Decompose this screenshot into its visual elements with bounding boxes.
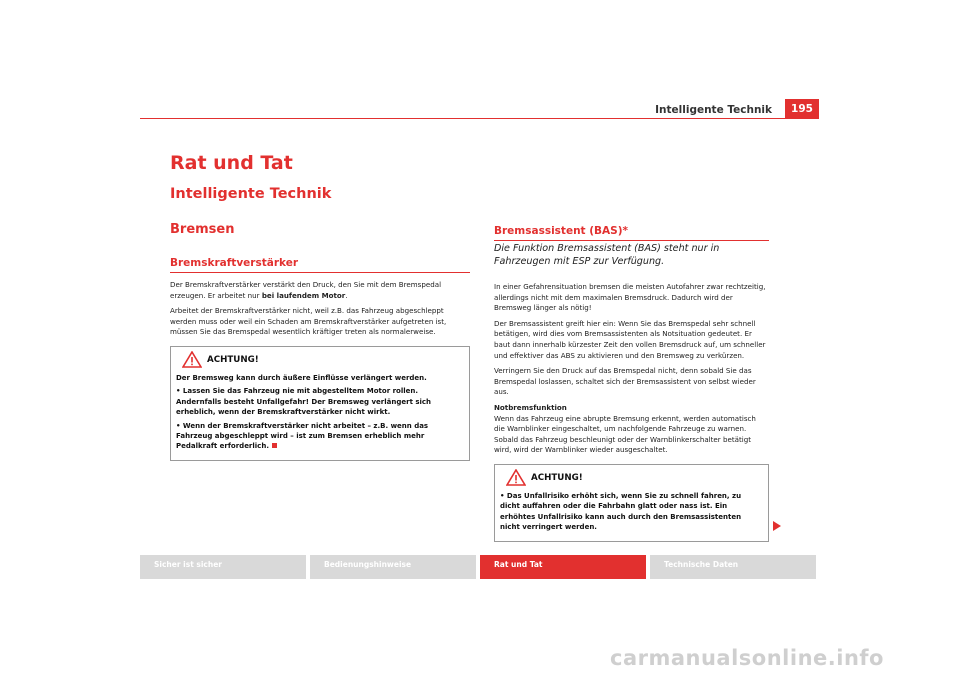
bullet-icon: •: [176, 421, 183, 430]
paragraph: Arbeitet der Bremskraftverstärker nicht, weil z.B. das Fahrzeug abgeschleppt werden muss oder weil ein Schaden am Bremskraftverstärker aufgetreten ist, müssen Sie das Bremspedal wesentlich kräftiger treten als normalerweise.: [170, 306, 447, 337]
paragraph: Verringern Sie den Druck auf das Bremspedal nicht, denn sobald Sie das Bremspedal loslassen, schaltet sich der Bremsassistent von selbst wieder aus.: [494, 366, 756, 397]
bottom-navigation: [140, 555, 820, 579]
warning-triangle-icon: [182, 351, 202, 368]
topic-heading-bremskraftverstaerker: Bremskraftverstärker: [170, 257, 470, 273]
section-end-icon: [272, 443, 277, 448]
continue-arrow-icon: [773, 521, 781, 531]
right-column: [494, 282, 769, 542]
paragraph-bold-text: bei laufendem Motor: [261, 290, 346, 300]
warning-box: [494, 464, 769, 542]
warning-text: Der Bremsweg kann durch äußere Einflüsse verlängert werden.: [176, 373, 427, 382]
notbremsfunktion-title: Notbremsfunktion: [494, 402, 567, 412]
intro-text: Die Funktion Bremsassistent (BAS) steht nur in Fahrzeugen mit ESP zur Verfügung.: [494, 243, 720, 267]
warning-title: ACHTUNG!: [207, 354, 259, 365]
warning-triangle-icon: [506, 469, 526, 486]
left-column: [170, 280, 470, 461]
section-title: Intelligente Technik: [170, 186, 332, 202]
tab-sicher-ist-sicher[interactable]: Sicher ist sicher: [140, 555, 306, 579]
notbremsfunktion-heading: [494, 403, 769, 414]
running-header-title: Intelligente Technik: [655, 104, 772, 116]
watermark: carmanualsonline.info: [610, 646, 884, 670]
paragraph: Der Bremsassistent greift hier ein: Wenn Sie das Bremspedal sehr schnell betätigen, wird dies vom Bremsassistenten als Notsituation gedeutet. Er baut dann innerhalb kürzester Zeit den vollen Bremsdruck auf, um schneller und effektiver das ABS zu aktivieren und den Bremsweg zu verkürzen.: [494, 318, 766, 360]
paragraph-text: .: [345, 290, 348, 300]
warning-bullet-text: Lassen Sie das Fahrzeug nie mit abgestelltem Motor rollen. Andernfalls besteht Unfallgefahr! Der Bremsweg verlängert sich erheblich, wenn der Bremskraftverstärker nicht wirkt.: [176, 387, 432, 417]
chapter-title: Rat und Tat: [170, 152, 293, 174]
warning-bullet-text: Das Unfallrisiko erhöht sich, wenn Sie zu schnell fahren, zu dicht auffahren oder die Fahrbahn glatt oder nass ist. Ein erhöhtes Unfallrisiko kann auch durch den Bremsassistenten nicht verringert werden.: [500, 491, 742, 532]
paragraph: Wenn das Fahrzeug eine abrupte Bremsung erkennt, werden automatisch die Warnblinker eingeschaltet, um nachfolgende Fahrzeuge zu warnen. Sobald das Fahrzeug beschleunigt oder der Warnblinkerschalter betätigt wird, wird der Warnblinker wieder ausgeschaltet.: [494, 413, 756, 455]
header-rule: [140, 118, 819, 119]
warning-box: [170, 346, 470, 461]
warning-bullet: [176, 421, 464, 452]
paragraph: In einer Gefahrensituation bremsen die meisten Autofahrer zwar rechtzeitig, allerdings nicht mit dem maximalen Bremsdruck. Dadurch wird der Bremsweg länger als nötig!: [494, 282, 766, 313]
tab-technische-daten[interactable]: Technische Daten: [650, 555, 816, 579]
warning-title: ACHTUNG!: [531, 472, 583, 483]
tab-bedienungshinweise[interactable]: Bedienungshinweise: [310, 555, 476, 579]
warning-bullet: [500, 491, 763, 533]
warning-bullet-text: Wenn der Bremskraftverstärker nicht arbeitet – z.B. wenn das Fahrzeug abgeschleppt wird – ist zum Bremsen erheblich mehr Pedalkraft erforderlich.: [176, 421, 429, 451]
page-number-badge: 195: [785, 99, 819, 119]
bullet-icon: •: [176, 387, 183, 396]
paragraph: [170, 280, 470, 301]
paragraph-text: Der Bremskraftverstärker verstärkt den Druck, den Sie mit dem Bremspedal erzeugen. Er arbeitet nur: [170, 280, 442, 300]
tab-rat-und-tat[interactable]: Rat und Tat: [480, 555, 646, 579]
warning-header: [500, 469, 763, 487]
subsection-title: Bremsen: [170, 222, 235, 237]
topic-heading-bremsassistent: Bremsassistent (BAS)*: [494, 225, 769, 241]
warning-header: [176, 351, 464, 369]
bullet-icon: •: [500, 491, 507, 500]
warning-bullet: [176, 386, 464, 417]
